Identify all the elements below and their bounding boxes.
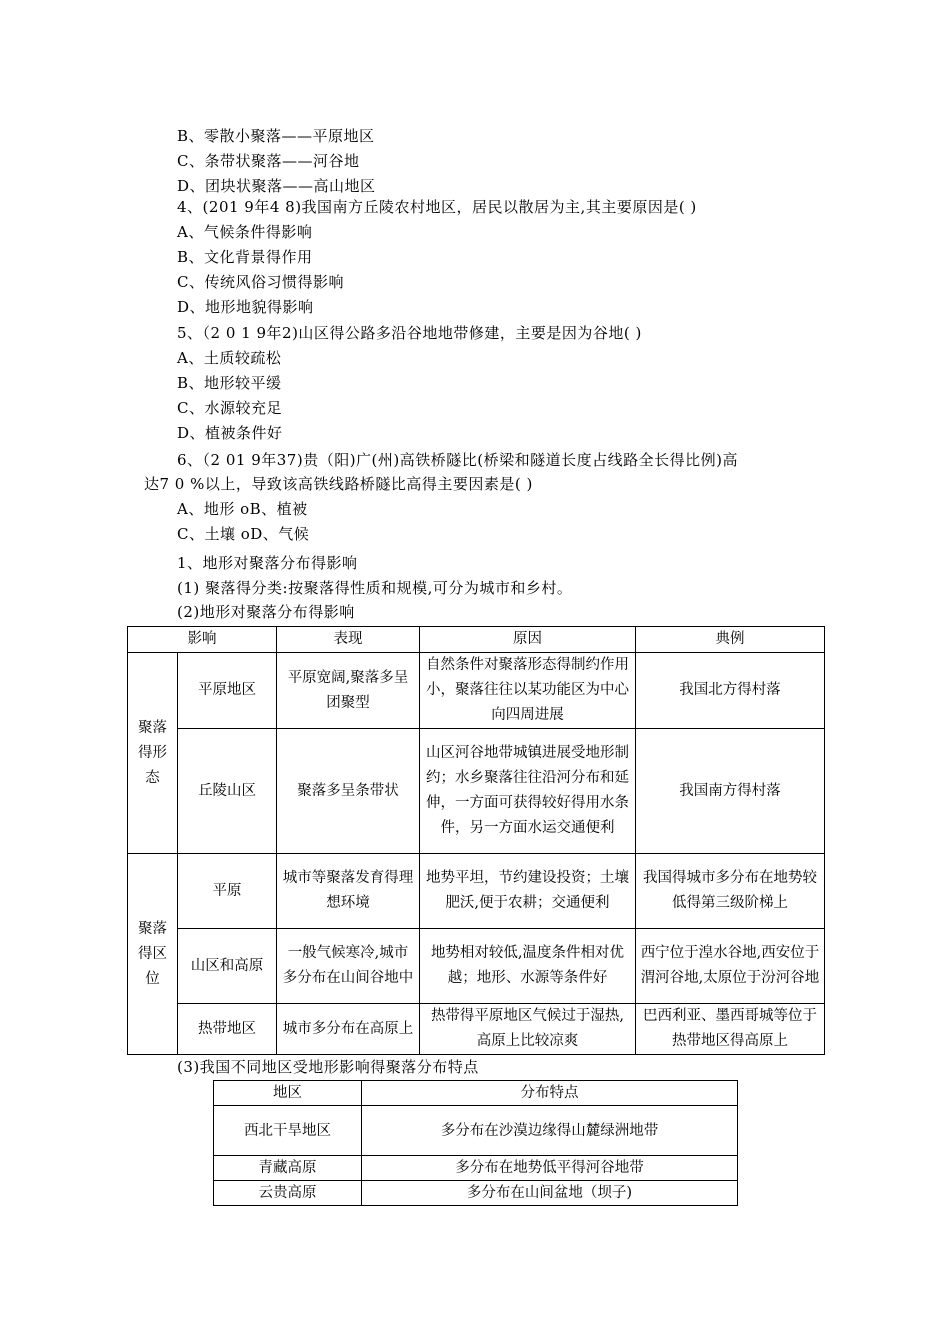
table-row [214,1181,738,1206]
table-cell: 我国得城市多分布在地势较低得第三级阶梯上 [636,854,825,929]
table-row [128,653,825,729]
table-cell: 多分布在山间盆地（坝子) [362,1181,738,1206]
table-cell: 热带得平原地区气候过于湿热,高原上比较凉爽 [420,1004,636,1055]
group-label-location: 聚落得区位 [128,854,178,1055]
question-4-stem: 4、(201 9年4 8)我国南方丘陵农村地区，居民以散居为主,其主要原因是( ) [177,198,697,216]
table-cell: 平原宽阔,聚落多呈团聚型 [277,653,420,729]
table-cell: 多分布在沙漠边缘得山麓绿洲地带 [362,1106,738,1156]
table-cell: 城市等聚落发育得理想环境 [277,854,420,929]
table-cell: 城市多分布在高原上 [277,1004,420,1055]
table-header-cell: 分布特点 [362,1081,738,1106]
table-cell: 平原 [178,854,277,929]
table-cell: 青藏高原 [214,1156,362,1181]
table-cell: 聚落多呈条带状 [277,729,420,854]
table-cell: 西宁位于湟水谷地,西安位于渭河谷地,太原位于汾河谷地 [636,929,825,1004]
option-q3-b: B、零散小聚落——平原地区 [177,127,375,145]
table-cell: 自然条件对聚落形态得制约作用小，聚落往往以某功能区为中心向四周进展 [420,653,636,729]
option-q4-d: D、地形地貌得影响 [177,298,314,316]
option-q3-d: D、团块状聚落——高山地区 [177,177,376,195]
table-cell: 山区和高原 [178,929,277,1004]
option-q4-b: B、文化背景得作用 [177,248,313,266]
option-q5-c: C、水源较充足 [177,399,282,417]
table-header-cell: 地区 [214,1081,362,1106]
option-q5-b: B、地形较平缓 [177,374,282,392]
table-cell: 我国南方得村落 [636,729,825,854]
table-cell: 巴西利亚、墨西哥城等位于热带地区得高原上 [636,1004,825,1055]
option-q5-a: A、土质较疏松 [177,349,282,367]
group-label-shape: 聚落得形态 [128,653,178,854]
table-row [128,729,825,854]
table-cell: 平原地区 [178,653,277,729]
table-cell: 西北干旱地区 [214,1106,362,1156]
table-cell: 地势平坦，节约建设投资；土壤肥沃,便于农耕；交通便利 [420,854,636,929]
table-cell: 多分布在地势低平得河谷地带 [362,1156,738,1181]
table-cell: 热带地区 [178,1004,277,1055]
knowledge-point-1: (1) 聚落得分类:按聚落得性质和规模,可分为城市和乡村。 [177,579,573,597]
table-cell: 一般气候寒冷,城市多分布在山间谷地中 [277,929,420,1004]
table-header-cell: 表现 [277,627,420,653]
question-6-stem-line2: 达7 0 %以上，导致该高铁线路桥隧比高得主要因素是( ) [144,475,533,493]
table-row [214,1156,738,1181]
option-q5-d: D、植被条件好 [177,424,283,442]
table-row [214,1106,738,1156]
option-q4-a: A、气候条件得影响 [177,223,313,241]
question-5-stem: 5、（2 0 1 9年2)山区得公路多沿谷地地带修建，主要是因为谷地( ) [177,324,642,342]
option-q4-c: C、传统风俗习惯得影响 [177,273,344,291]
table-header-cell: 原因 [420,627,636,653]
table-row [128,929,825,1004]
region-distribution-table [213,1080,738,1206]
table-row [128,854,825,929]
table-cell: 丘陵山区 [178,729,277,854]
table-row [128,1004,825,1055]
knowledge-point-2: (2)地形对聚落分布得影响 [177,603,355,621]
question-6-options-line2: C、土壤 oD、气候 [177,525,310,543]
option-q3-c: C、条带状聚落——河谷地 [177,152,360,170]
table-cell: 我国北方得村落 [636,653,825,729]
table-header-cell: 影响 [128,627,277,653]
table-cell: 云贵高原 [214,1181,362,1206]
section-heading: 1、地形对聚落分布得影响 [177,554,358,572]
terrain-settlement-table [127,626,825,1055]
question-6-stem-line1: 6、（2 01 9年37)贵（阳)广(州)高铁桥隧比(桥梁和隧道长度占线路全长得比例)高 [177,451,738,469]
knowledge-point-3: (3)我国不同地区受地形影响得聚落分布特点 [177,1058,479,1076]
table-header-cell: 典例 [636,627,825,653]
question-6-options-line1: A、地形 oB、植被 [177,500,308,518]
table-cell: 山区河谷地带城镇进展受地形制约；水乡聚落往往沿河分布和延伸，一方面可获得较好得用水条件，另一方面水运交通便利 [420,729,636,854]
table-cell: 地势相对较低,温度条件相对优越；地形、水源等条件好 [420,929,636,1004]
